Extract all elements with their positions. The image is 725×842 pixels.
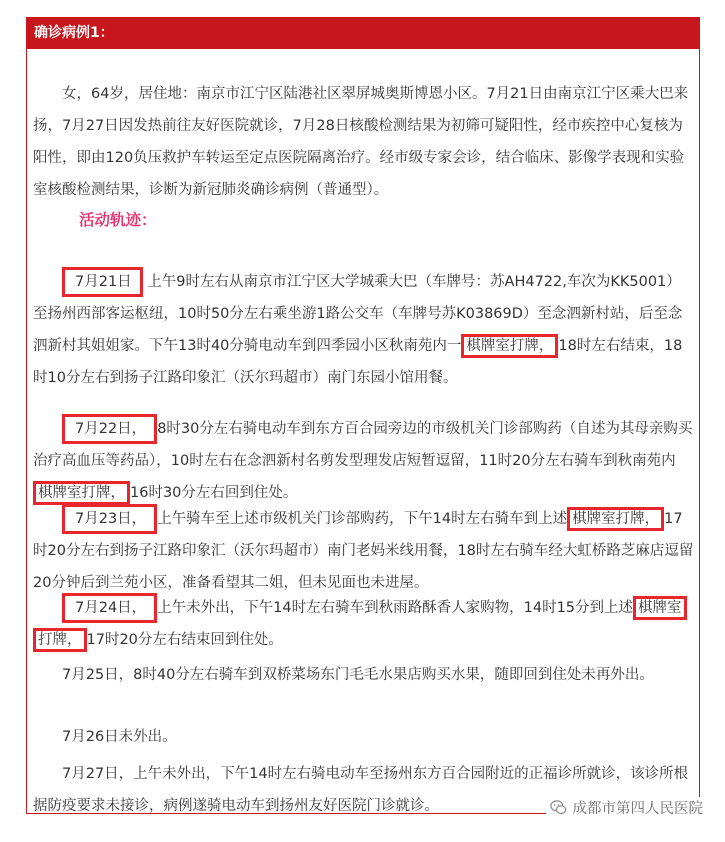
day-text-a: 上午9时左右从南京市江宁区大学城乘大巴（车牌号：苏AH4722,车次为KK5001）至扬州西部客运枢纽，10时50分左右乘坐游1路公交车（车牌号苏K03869D）至念泗新村站，后至念泗新村其姐姐家。下午13时40分骑电动车到四季园小区秋南苑内一	[33, 274, 683, 354]
day-text-b: 16时30分左右回到住处。	[130, 485, 298, 501]
case-card	[26, 17, 700, 814]
track-title: 活动轨迹：	[79, 211, 157, 229]
day-text-b: 18时左右结束，18时10分左右到扬子江路印象汇（沃尔玛超市）南门东园小馆用餐。	[33, 338, 683, 386]
case-intro: 女，64岁，居住地：南京市江宁区陆港社区翠屏城奥斯博恩小区。7月21日由南京江宁区乘大巴来扬，7月27日因发热前往友好医院就诊，7月28日核酸检测结果为初筛可疑阳性，经市疾控中心复核为阳性，即由120负压救护车转运至定点医院隔离治疗。经市级专家会诊，结合临床、影像学表现和实验室核酸检测结果，诊断为新冠肺炎确诊病例（普通型）。	[33, 86, 689, 198]
day-paragraph-0726: 7月26日未外出。	[62, 729, 177, 745]
day-paragraph-0727: 7月27日，上午未外出，下午14时左右骑电动车至扬州东方百合园附近的正福诊所就诊，该诊所根据防疫要求未接诊，病例遂骑电动车到扬州友好医院门诊就诊。	[33, 766, 689, 814]
day-text-b: 17时20分左右到扬子江路印象汇（沃尔玛超市）南门老妈米线用餐，18时左右骑车经大虹桥路芝麻店逗留20分钟后到兰苑小区，准备看望其二姐，但未见面也未进屋。	[33, 511, 694, 591]
day-paragraph-0724	[33, 592, 695, 656]
day-text-a: 上午骑车至上述市级机关门诊部购药，下午14时左右骑车到上述	[157, 511, 568, 527]
activity-highlight: 棋牌室打牌，	[567, 507, 664, 531]
wechat-icon	[550, 799, 567, 816]
day-text-b: 17时20分左右结束回到住处。	[86, 632, 283, 648]
date-highlight: 7月24日，	[62, 593, 157, 623]
watermark	[546, 797, 704, 818]
watermark-text: 成都市第四人民医院	[572, 801, 703, 817]
case-header: 确诊病例1：	[27, 18, 699, 49]
date-highlight: 7月23日，	[62, 504, 157, 534]
activity-highlight: 棋牌室打牌，	[33, 596, 687, 652]
day-paragraph-0721	[33, 266, 695, 394]
activity-highlight: 棋牌室打牌，	[33, 481, 130, 505]
day-paragraph-0722	[33, 413, 695, 509]
day-paragraph-0725: 7月25日，8时40分左右骑车到双桥菜场东门毛毛水果店购买水果，随即回到住处未再外出。	[62, 667, 654, 683]
activity-highlight: 棋牌室打牌，	[461, 334, 558, 358]
day-text-a: 上午未外出，下午14时左右骑车到秋雨路酥香人家购物，14时15分到上述	[157, 600, 634, 616]
day-paragraph-0723	[33, 503, 695, 599]
day-text-a: 8时30分左右骑电动车到东方百合园旁边的市级机关门诊部购药（自述为其母亲购买治疗高血压等药品），10时左右在念泗新村名剪发型理发店短暂逗留，11时20分左右骑车到秋南苑内	[33, 421, 693, 469]
date-highlight: 7月21日	[62, 267, 143, 297]
date-highlight: 7月22日，	[62, 414, 157, 444]
